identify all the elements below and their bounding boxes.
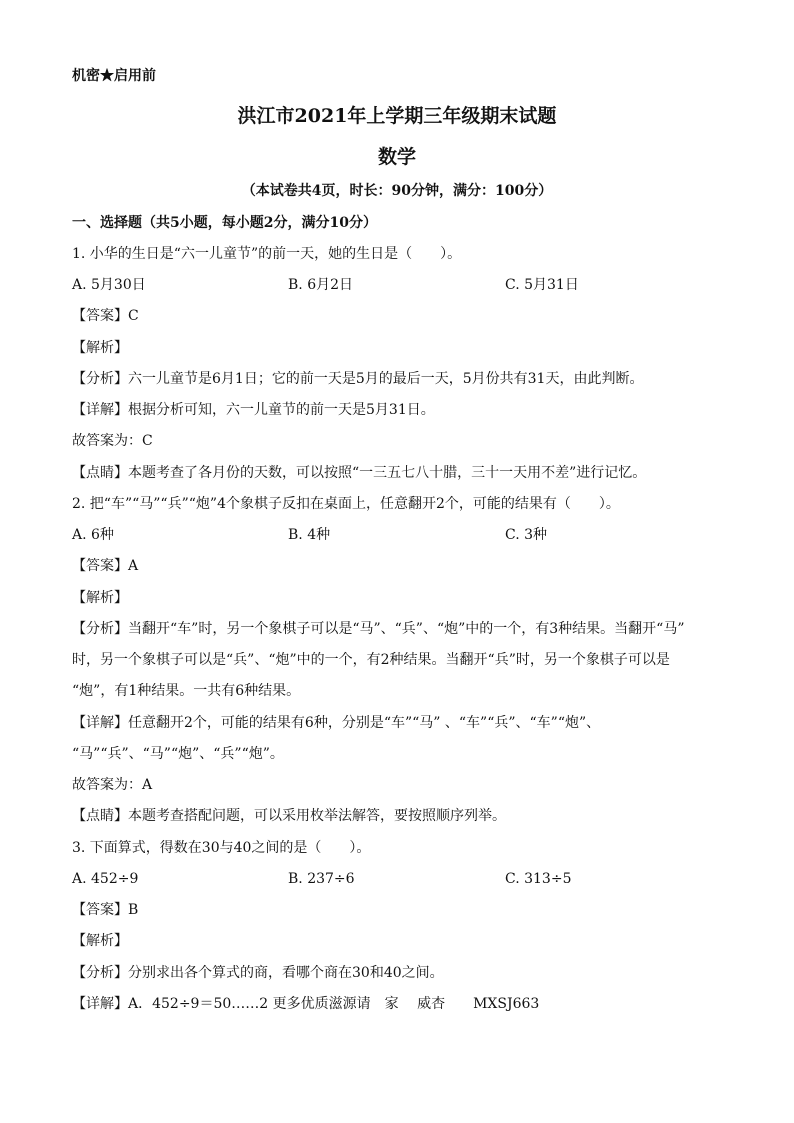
question-1-analysis-tag: 【解析】 bbox=[72, 340, 128, 356]
question-1-option-c: C. 5月31日 bbox=[505, 277, 579, 293]
question-3-option-c: C. 313÷5 bbox=[505, 871, 572, 887]
question-2-answer: 【答案】A bbox=[72, 558, 139, 574]
confidential-mark: 机密★启用前 bbox=[72, 68, 156, 84]
question-3-detail: 【详解】A．452÷9＝50……2 更多优质滋源请 家 威杏 MXSJ663 bbox=[72, 996, 540, 1012]
question-3-answer: 【答案】B bbox=[72, 902, 139, 918]
question-2-fenxi-line-2: 时，另一个象棋子可以是“兵”、“炮”中的一个，有2种结果。当翻开“兵”时，另一个象棋子可以是 bbox=[72, 652, 670, 668]
question-2-detail-line-1: 【详解】任意翻开2个，可能的结果有6种，分别是“车”“马” 、“车”“兵”、“车”“炮”、 bbox=[72, 715, 601, 731]
question-1-stem: 1. 小华的生日是“六一儿童节”的前一天，她的生日是（ ）。 bbox=[72, 246, 462, 262]
question-2-fenxi-line-1: 【分析】当翻开“车”时，另一个象棋子可以是“马”、“兵”、“炮”中的一个，有3种结果。当翻开“马” bbox=[72, 621, 685, 637]
question-1-detail: 【详解】根据分析可知，六一儿童节的前一天是5月31日。 bbox=[72, 402, 435, 418]
question-1-option-b: B. 6月2日 bbox=[288, 277, 354, 293]
question-3-fenxi: 【分析】分别求出各个算式的商，看哪个商在30和40之间。 bbox=[72, 965, 444, 981]
question-2-tip: 【点睛】本题考查搭配问题，可以采用枚举法解答，要按照顺序列举。 bbox=[72, 808, 506, 824]
question-2-stem: 2. 把“车”“马”“兵”“炮”4个象棋子反扣在桌面上，任意翻开2个，可能的结果有（ ）。 bbox=[72, 496, 620, 512]
question-1-fenxi: 【分析】六一儿童节是6月1日；它的前一天是5月的最后一天，5月份共有31天，由此判断。 bbox=[72, 371, 644, 387]
question-1-answer: 【答案】C bbox=[72, 308, 139, 324]
question-3-analysis-tag: 【解析】 bbox=[72, 933, 128, 949]
question-2-option-c: C. 3种 bbox=[505, 527, 548, 543]
section-heading: 一、选择题（共5小题，每小题2分，满分10分） bbox=[72, 215, 377, 231]
question-2-option-b: B. 4种 bbox=[288, 527, 331, 543]
question-2-analysis-tag: 【解析】 bbox=[72, 590, 128, 606]
question-1-final: 故答案为：C bbox=[72, 433, 153, 449]
question-2-option-a: A. 6种 bbox=[72, 527, 114, 543]
question-3-option-a: A. 452÷9 bbox=[72, 871, 139, 887]
question-2-fenxi-line-3: “炮”，有1种结果。一共有6种结果。 bbox=[72, 683, 301, 699]
question-3-stem: 3. 下面算式，得数在30与40之间的是（ ）。 bbox=[72, 840, 371, 856]
exam-title: 洪江市2021年上学期三年级期末试题 bbox=[237, 105, 557, 127]
question-1-option-a: A. 5月30日 bbox=[72, 277, 146, 293]
question-3-option-b: B. 237÷6 bbox=[288, 871, 355, 887]
question-2-final: 故答案为：A bbox=[72, 777, 153, 793]
question-1-tip: 【点睛】本题考查了各月份的天数，可以按照“一三五七八十腊，三十一天用不差”进行记忆。 bbox=[72, 465, 647, 481]
question-2-detail-line-2: “马”“兵”、“马”“炮”、“兵”“炮”。 bbox=[72, 746, 284, 762]
subject-title: 数学 bbox=[377, 146, 416, 168]
exam-note: （本试卷共4页，时长：90分钟，满分：100分） bbox=[241, 183, 553, 199]
